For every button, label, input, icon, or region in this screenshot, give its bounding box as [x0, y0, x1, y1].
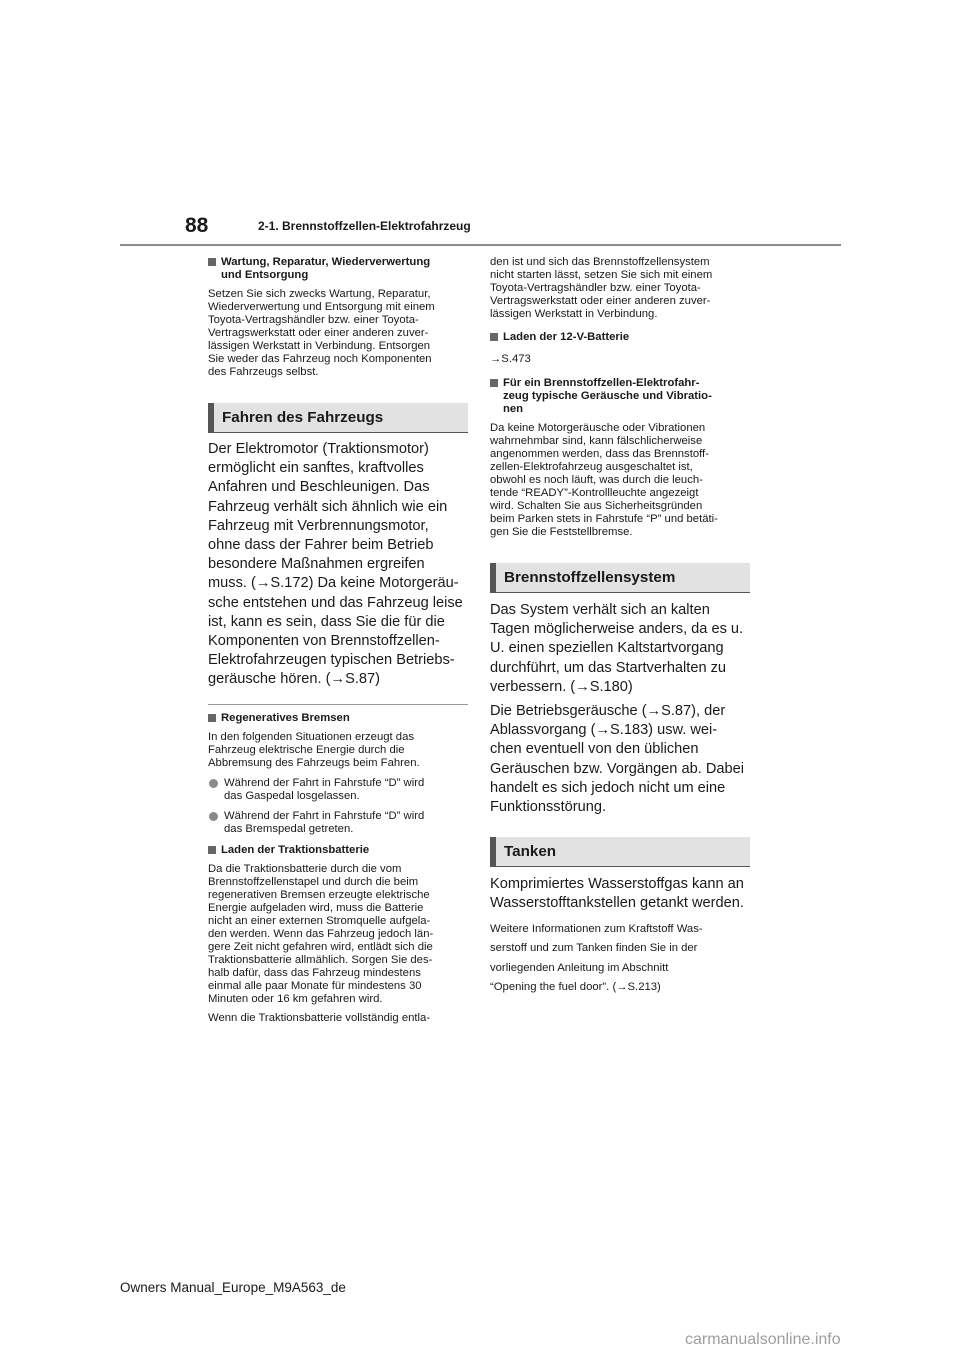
text-line: des Fahrzeugs selbst. [208, 366, 319, 378]
regen-bullet-item [208, 777, 468, 803]
maintenance-heading [208, 256, 468, 282]
charging-heading [208, 844, 468, 857]
section-bar-icon [208, 403, 214, 432]
text-line: serstoff und zum Tanken finden Sie in der [490, 942, 698, 955]
noises-heading-line: zeug typische Geräusche und Vibratio- [503, 390, 712, 402]
square-bullet-icon [208, 258, 216, 266]
battery-12v-heading [490, 331, 750, 344]
text-line: Fahrzeug elektrische Energie durch die [208, 743, 405, 756]
text-line: angenommen werden, dass das Brennstoff- [490, 448, 709, 460]
text-line: Abbremsung des Fahrzeugs beim Fahren. [208, 756, 420, 769]
header-divider [120, 244, 841, 246]
text-line: Da keine Motorgeräusche oder Vibrationen [490, 422, 706, 434]
round-bullet-icon [209, 812, 218, 821]
text-line: das Bremspedal getreten. [224, 822, 354, 835]
text-line: Ablassvorgang (→S.183) usw. wei- [490, 722, 718, 739]
text-line: tende “READY”-Kontrollleuchte angezeigt [490, 487, 699, 499]
text-line: Während der Fahrt in Fahrstufe “D” wird [224, 776, 425, 789]
regen-text [208, 731, 468, 770]
text-line: chen eventuell von den üblichen [490, 741, 699, 758]
battery-12v-heading-text: Laden der 12-V-Batterie [503, 331, 630, 343]
text-line: nicht starten lässt, setzen Sie sich mit einem [490, 269, 713, 281]
charging-text [208, 863, 468, 1006]
refueling-intro [490, 875, 750, 913]
text-line: Minuten oder 16 km gefahren wird. [208, 992, 383, 1005]
text-line: Geräuschen bzw. Vorgängen ab. Dabei [490, 760, 744, 777]
text-line: vorliegenden Anleitung im Abschnitt [490, 961, 669, 974]
text-line: Während der Fahrt in Fahrstufe “D” wird [224, 809, 425, 822]
maintenance-text [208, 288, 468, 379]
fuel-cell-paragraph-1 [490, 601, 750, 697]
regen-bullet-item [208, 810, 468, 836]
text-line: besondere Maßnahmen ergreifen [208, 556, 425, 573]
text-line: regenerativen Bremsen erzeugte elektrische [208, 888, 430, 901]
text-line: Komponenten von Brennstoffzellen- [208, 633, 440, 650]
text-line: Setzen Sie sich zwecks Wartung, Reparatur, [208, 288, 431, 300]
noises-heading-line: nen [503, 403, 524, 415]
text-line: Fahrzeug verhält sich ähnlich wie ein [208, 498, 448, 515]
right-column [490, 256, 750, 998]
text-line: den ist und sich das Brennstoffzellensystem [490, 256, 710, 268]
noises-heading-line: Für ein Brennstoffzellen-Elektrofahr- [503, 377, 700, 389]
left-column [208, 256, 468, 1025]
section-heading-refueling [490, 837, 750, 867]
maintenance-heading-line: Wartung, Reparatur, Wiederverwertung [221, 256, 431, 268]
text-line: den werden. Wenn das Fahrzeug jedoch län- [208, 927, 434, 940]
section-heading-fuel-cell-system [490, 563, 750, 593]
square-bullet-icon [490, 333, 498, 341]
text-line: zellen-Elektrofahrzeug ausgeschaltet ist, [490, 461, 693, 473]
text-line: lässigen Werkstatt in Verbindung. [490, 308, 658, 320]
text-line: Toyota-Vertragshändler bzw. einer Toyota- [490, 282, 701, 294]
footer-document-name: Owners Manual_Europe_M9A563_de [120, 1280, 346, 1295]
text-line: handelt es sich jedoch nicht um eine [490, 779, 726, 796]
text-line: einmal alle paar Monate für mindestens 30 [208, 979, 422, 992]
section-title: Fahren des Fahrzeugs [222, 409, 384, 426]
text-line: Elektrofahrzeugen typischen Betriebs- [208, 652, 455, 669]
text-line: Komprimiertes Wasserstoffgas kann an [490, 876, 744, 893]
text-line: Da die Traktionsbatterie durch die vom [208, 862, 402, 875]
square-bullet-icon [490, 379, 498, 387]
refueling-details [490, 920, 750, 998]
text-line: muss. (→S.172) Da keine Motorgeräu- [208, 575, 459, 592]
text-line: Wiederverwertung und Entsorgung mit einem [208, 301, 435, 313]
text-line: Tagen möglicherweise anders, da es u. [490, 621, 744, 638]
text-line: geräusche hören. (→S.87) [208, 671, 380, 688]
regen-heading-text: Regeneratives Bremsen [221, 711, 350, 724]
charging-heading-text: Laden der Traktionsbatterie [221, 843, 370, 856]
charging-text-continued [490, 256, 750, 321]
text-line: Traktionsbatterie allmählich. Sorgen Sie des- [208, 953, 433, 966]
text-line: Wasserstofftankstellen getankt werden. [490, 895, 744, 912]
text-line: Brennstoffzellenstapel und durch die beim [208, 875, 419, 888]
text-line: nicht an einer externen Stromquelle aufgela- [208, 914, 431, 927]
text-line: Vertragswerkstatt oder einer anderen zuver- [208, 327, 429, 339]
maintenance-heading-line: und Entsorgung [221, 269, 309, 281]
text-line: U. einen speziellen Kaltstartvorgang [490, 640, 724, 657]
text-line: das Gaspedal losgelassen. [224, 789, 360, 802]
regen-heading [208, 712, 468, 725]
text-line: Toyota-Vertragshändler bzw. einer Toyota- [208, 314, 419, 326]
noises-heading [490, 377, 750, 416]
text-line: ermöglicht ein sanftes, kraftvolles [208, 460, 424, 477]
page-number: 88 [185, 214, 209, 237]
text-line: wird. Schalten Sie aus Sicherheitsgründen [490, 500, 703, 512]
text-line: ohne dass der Fahrer beim Betrieb [208, 537, 434, 554]
square-bullet-icon [208, 846, 216, 854]
charging-continued-line: Wenn die Traktionsbatterie vollständig entla- [208, 1011, 431, 1024]
text-line: Die Betriebsgeräusche (→S.87), der [490, 703, 726, 720]
text-line: Weitere Informationen zum Kraftstoff Was- [490, 922, 703, 935]
fuel-cell-paragraph-2 [490, 702, 750, 817]
section-title: Tanken [504, 843, 557, 861]
text-line: obwohl es noch läuft, was durch die leuch- [490, 474, 703, 486]
noises-text [490, 422, 750, 539]
text-line: verbessern. (→S.180) [490, 678, 633, 695]
section-bar-icon [490, 563, 496, 592]
text-line: Vertragswerkstatt oder einer anderen zuver- [490, 295, 711, 307]
text-line: Energie aufgeladen wird, muss die Batterie [208, 901, 424, 914]
text-line: halb dafür, dass das Fahrzeug mindestens [208, 966, 421, 979]
text-line: “Opening the fuel door”. (→S.213) [490, 981, 661, 994]
text-line: gen Sie die Feststellbremse. [490, 526, 633, 538]
text-line: Anfahren und Beschleunigen. Das [208, 479, 430, 496]
section-bar-icon [490, 837, 496, 866]
text-line: Sie weder das Fahrzeug noch Komponenten [208, 353, 432, 365]
text-line: beim Parken stets in Fahrstufe “P” und betäti- [490, 513, 718, 525]
page-reference-link[interactable]: →S.473 [490, 353, 531, 365]
text-line: lässigen Werkstatt in Verbindung. Entsorgen [208, 340, 431, 352]
chapter-title: 2-1. Brennstoffzellen-Elektrofahrzeug [258, 219, 471, 233]
text-line: In den folgenden Situationen erzeugt das [208, 730, 415, 743]
text-line: Funktionsstörung. [490, 799, 607, 816]
square-bullet-icon [208, 714, 216, 722]
text-line: Der Elektromotor (Traktionsmotor) [208, 441, 429, 457]
text-line: Das System verhält sich an kalten [490, 602, 710, 618]
driving-intro [208, 440, 468, 690]
text-line: ist, kann es sein, dass Sie die für die [208, 613, 445, 630]
text-line: sche entstehen und das Fahrzeug leise [208, 594, 463, 611]
section-title: Brennstoffzellensystem [504, 569, 676, 586]
text-line: gere Zeit nicht gefahren wird, entlädt sich die [208, 940, 433, 953]
watermark[interactable]: carmanualsonline.info [685, 1331, 841, 1348]
text-line: Fahrzeug mit Verbrennungsmotor, [208, 517, 429, 534]
round-bullet-icon [209, 779, 218, 788]
section-heading-driving [208, 403, 468, 433]
text-line: durchführt, um das Startverhalten zu [490, 659, 727, 676]
text-line: wahrnehmbar sind, kann fälschlicherweise [490, 435, 703, 447]
